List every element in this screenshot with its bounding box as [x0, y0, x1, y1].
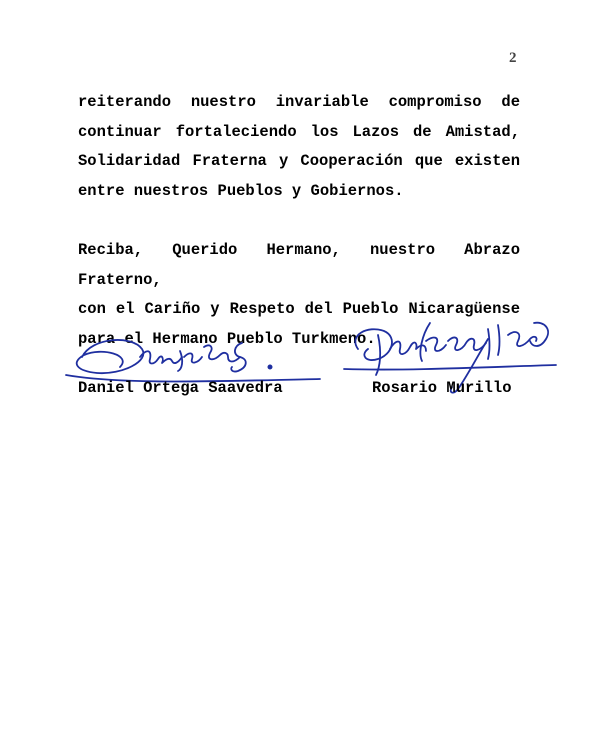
closing-commitment-paragraph — [78, 88, 520, 206]
paragraph-line: para el Hermano Pueblo Turkmeno. — [78, 329, 376, 348]
paragraph-line: continuar fortaleciendo los Lazos de Amistad, — [78, 122, 520, 141]
paragraph-line: entre nuestros Pueblos y Gobiernos. — [78, 181, 404, 200]
signatory-name-ortega: Daniel Ortega Saavedra — [78, 379, 283, 397]
paragraph-line: Solidaridad Fraterna y Cooperación que existen — [78, 152, 520, 170]
paragraph-line: Reciba, Querido Hermano, nuestro Abrazo Fraterno, — [78, 241, 520, 289]
signatory-name-murillo: Rosario Murillo — [372, 379, 512, 397]
paragraph-line: reiterando nuestro invariable compromiso de — [78, 93, 520, 111]
ortega-signature — [62, 327, 327, 387]
paragraph-line: con el Cariño y Respeto del Pueblo Nicaragüense — [78, 300, 520, 318]
page-number: 2 — [509, 50, 517, 66]
